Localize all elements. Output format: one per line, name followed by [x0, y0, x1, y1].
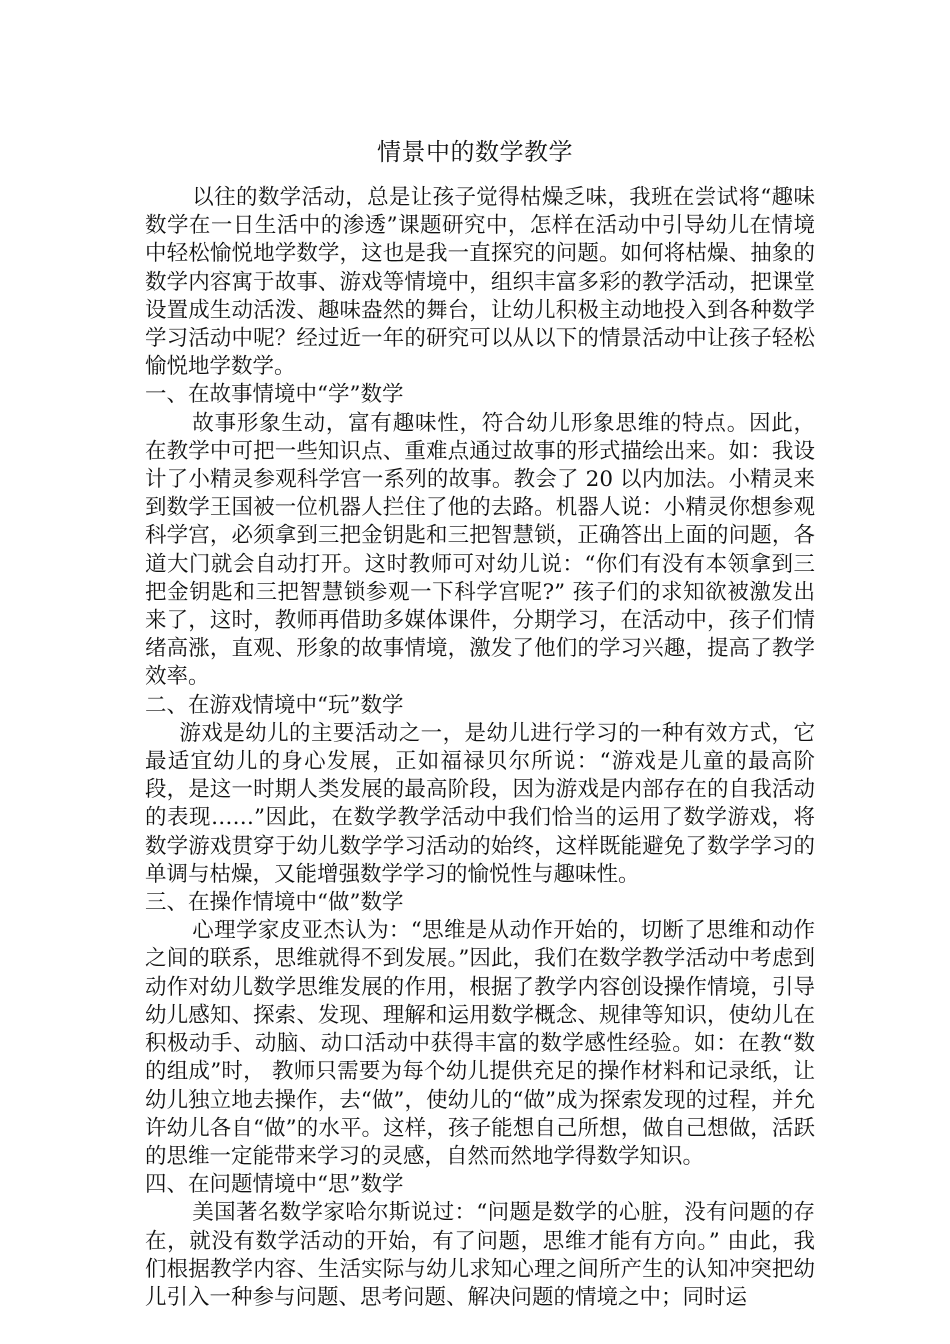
section-paragraph-4: 美国著名数学家哈尔斯说过：“问题是数学的心脏，没有问题的存在，就没有数学活动的开始，有了问题，思维才能有方向。” 由此，我们根据教学内容、生活实际与幼儿求知心理之间所产生的认知冲突把幼儿引入一种参与问题、思考问题、解决问题的情境之中；同时运	[145, 1200, 815, 1310]
document-body	[145, 184, 815, 1312]
document-title: 情景中的数学教学	[377, 138, 573, 166]
section-heading-3: 三、在操作情境中“做”数学	[145, 890, 404, 916]
section-heading-2: 二、在游戏情境中“玩”数学	[145, 692, 404, 718]
section-heading-1: 一、在故事情境中“学”数学	[145, 382, 404, 408]
intro-paragraph: 以往的数学活动，总是让孩子觉得枯燥乏味，我班在尝试将“趣味数学在一日生活中的渗透”课题研究中，怎样在活动中引导幼儿在情境中轻松愉悦地学数学，这也是我一直探究的问题。如何将枯燥、抽象的数学内容寓于故事、游戏等情境中，组织丰富多彩的教学活动，把课堂设置成生动活泼、趣味盎然的舞台，让幼儿积极主动地投入到各种数学学习活动中呢？经过近一年的研究可以从以下的情景活动中让孩子轻松愉悦地学数学。	[145, 185, 815, 380]
section-paragraph-2: 游戏是幼儿的主要活动之一，是幼儿进行学习的一种有效方式，它最适宜幼儿的身心发展，正如福禄贝尔所说：“游戏是儿童的最高阶段，是这一时期人类发展的最高阶段，因为游戏是内部存在的自我活动的表现……”因此，在数学教学活动中我们恰当的运用了数学游戏，将数学游戏贯穿于幼儿数学学习活动的始终，这样既能避免了数学学习的单调与枯燥，又能增强数学学习的愉悦性与趣味性。	[145, 720, 815, 887]
section-paragraph-1: 故事形象生动，富有趣味性，符合幼儿形象思维的特点。因此，在教学中可把一些知识点、重难点通过故事的形式描绘出来。如：我设计了小精灵参观科学宫一系列的故事。教会了 20 以内加法。小精灵来到数学王国被一位机器人拦住了他的去路。机器人说：小精灵你想参观科学宫，必须拿到三把金钥匙和三把智慧锁，正确答出上面的问题，各道大门就会自动打开。这时教师可对幼儿说：“你们有没有本领拿到三把金钥匙和三把智慧锁参观一下科学宫呢?” 孩子们的求知欲被激发出来了，这时，教师再借助多媒体课件，分期学习，在活动中，孩子们情绪高涨，直观、形象的故事情境，激发了他们的学习兴趣，提高了教学效率。	[145, 410, 815, 690]
section-heading-4: 四、在问题情境中“思”数学	[145, 1172, 404, 1198]
section-paragraph-3: 心理学家皮亚杰认为：“思维是从动作开始的，切断了思维和动作之间的联系，思维就得不到发展。”因此，我们在数学教学活动中考虑到动作对幼儿数学思维发展的作用，根据了教学内容创设操作情境，引导幼儿感知、探索、发现、理解和运用数学概念、规律等知识，使幼儿在积极动手、动脑、动口活动中获得丰富的数学感性经验。如：在教“数的组成”时， 教师只需要为每个幼儿提供充足的操作材料和记录纸，让幼儿独立地去操作，去“做”，使幼儿的“做”成为探索发现的过程，并允许幼儿各自“做”的水平。这样，孩子能想自己所想，做自己想做，活跃的思维一定能带来学习的灵感，自然而然地学得数学知识。	[145, 918, 815, 1169]
